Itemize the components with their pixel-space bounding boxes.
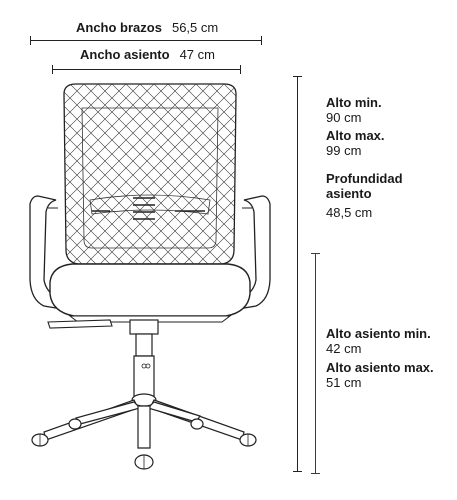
seat-depth-label-1: Profundidad: [326, 171, 403, 186]
height-min-label: Alto min.: [326, 95, 382, 110]
height-max-spec: [326, 128, 385, 158]
seat-depth-spec: [326, 171, 403, 220]
height-min-spec: [326, 95, 382, 125]
seat-height-min-spec: [326, 326, 431, 356]
seat-width-value: 47 cm: [179, 47, 215, 62]
gas-cylinder: [136, 334, 152, 356]
height-lever: [48, 320, 112, 328]
height-max-value: 99 cm: [326, 143, 362, 158]
seat-height-min-value: 42 cm: [326, 341, 362, 356]
arms-width-value: 56,5 cm: [171, 20, 219, 35]
seat-height-min-label: Alto asiento min.: [326, 326, 431, 341]
height-max-label: Alto max.: [326, 128, 385, 143]
seat-height-max-spec: [326, 360, 434, 390]
seat-depth-label-2: asiento: [326, 186, 372, 201]
seat-height-bar: [315, 253, 316, 474]
arms-width-title: Ancho brazos: [76, 20, 162, 35]
seat-depth-value: 48,5 cm: [326, 205, 373, 220]
base-leg-left-near: [76, 402, 140, 424]
base-leg-front: [138, 406, 150, 448]
base-leg-right-near: [148, 402, 200, 422]
seat-cushion: [50, 264, 250, 316]
seat-height-max-value: 51 cm: [326, 375, 362, 390]
height-min-value: 90 cm: [326, 110, 362, 125]
seat-width-title: Ancho asiento: [80, 47, 170, 62]
seat-height-max-label: Alto asiento max.: [326, 360, 434, 375]
